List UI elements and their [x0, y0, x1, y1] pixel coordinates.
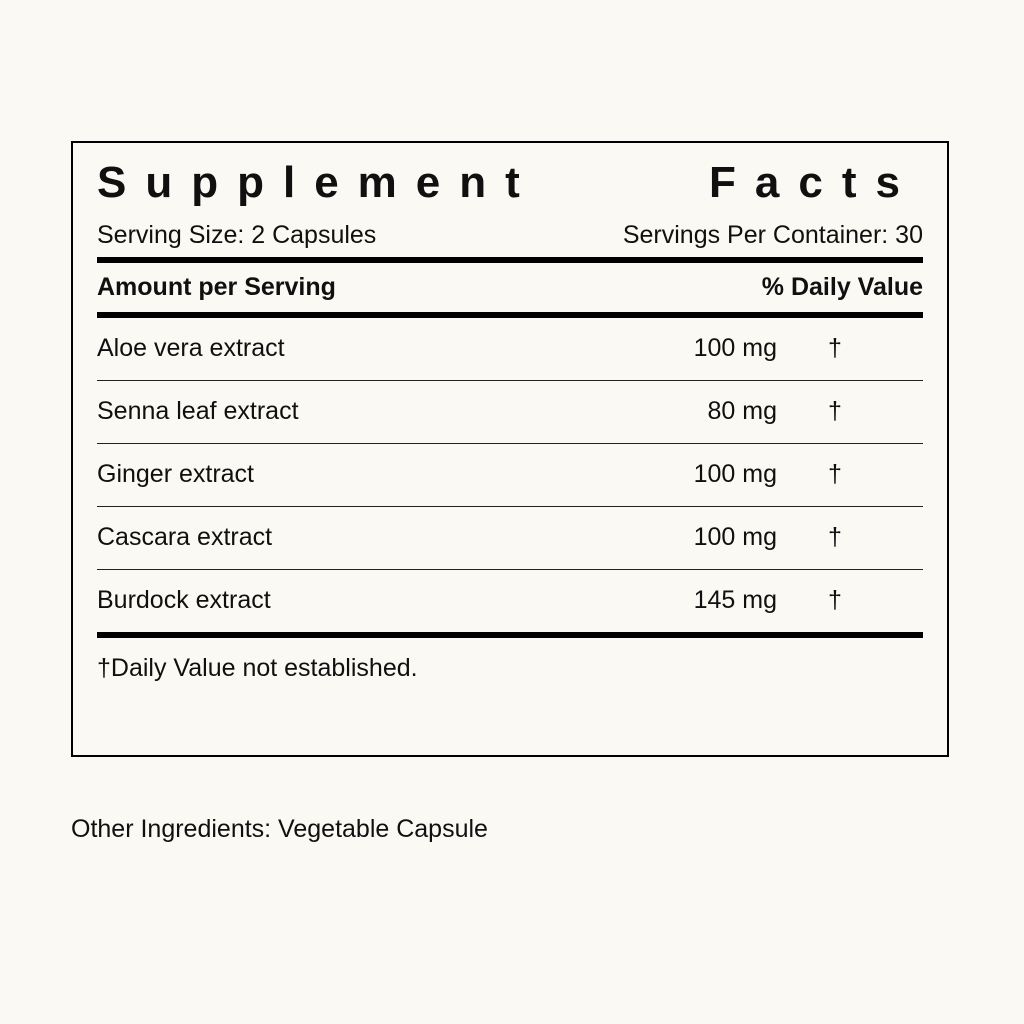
table-row	[97, 318, 923, 380]
ingredient-daily-value: †	[828, 523, 842, 551]
ingredient-daily-value: †	[828, 586, 842, 614]
ingredient-name: Aloe vera extract	[97, 334, 285, 362]
table-header-row	[97, 263, 923, 312]
serving-info-row	[97, 209, 923, 257]
ingredient-amount: 145 mg	[693, 586, 777, 614]
servings-per-container: Servings Per Container: 30	[622, 221, 923, 249]
ingredient-daily-value: †	[828, 460, 842, 488]
ingredient-amount: 100 mg	[693, 523, 777, 551]
table-row	[97, 570, 923, 632]
ingredient-name: Burdock extract	[97, 586, 271, 614]
amount-per-serving-header: Amount per Serving	[97, 273, 336, 301]
serving-size: Serving Size: 2 Capsules	[97, 221, 377, 249]
ingredient-amount: 100 mg	[693, 460, 777, 488]
table-row	[97, 381, 923, 443]
ingredient-daily-value: †	[828, 397, 842, 425]
title-word-facts: Facts	[709, 158, 919, 207]
ingredient-name: Ginger extract	[97, 460, 255, 488]
ingredient-daily-value: †	[828, 334, 842, 362]
daily-value-header: % Daily Value	[761, 273, 923, 301]
ingredient-amount: 100 mg	[693, 334, 777, 362]
ingredient-name: Senna leaf extract	[97, 397, 299, 425]
ingredient-amount: 80 mg	[707, 397, 777, 425]
title-word-supplement: Supplement	[97, 158, 539, 207]
other-ingredients: Other Ingredients: Vegetable Capsule	[71, 815, 488, 843]
supplement-facts-title	[97, 143, 923, 209]
ingredient-name: Cascara extract	[97, 523, 273, 551]
panel-inner	[73, 143, 947, 755]
table-row	[97, 444, 923, 506]
daily-value-footnote: †Daily Value not established.	[97, 654, 418, 682]
table-row	[97, 507, 923, 569]
supplement-facts-panel	[71, 141, 949, 757]
